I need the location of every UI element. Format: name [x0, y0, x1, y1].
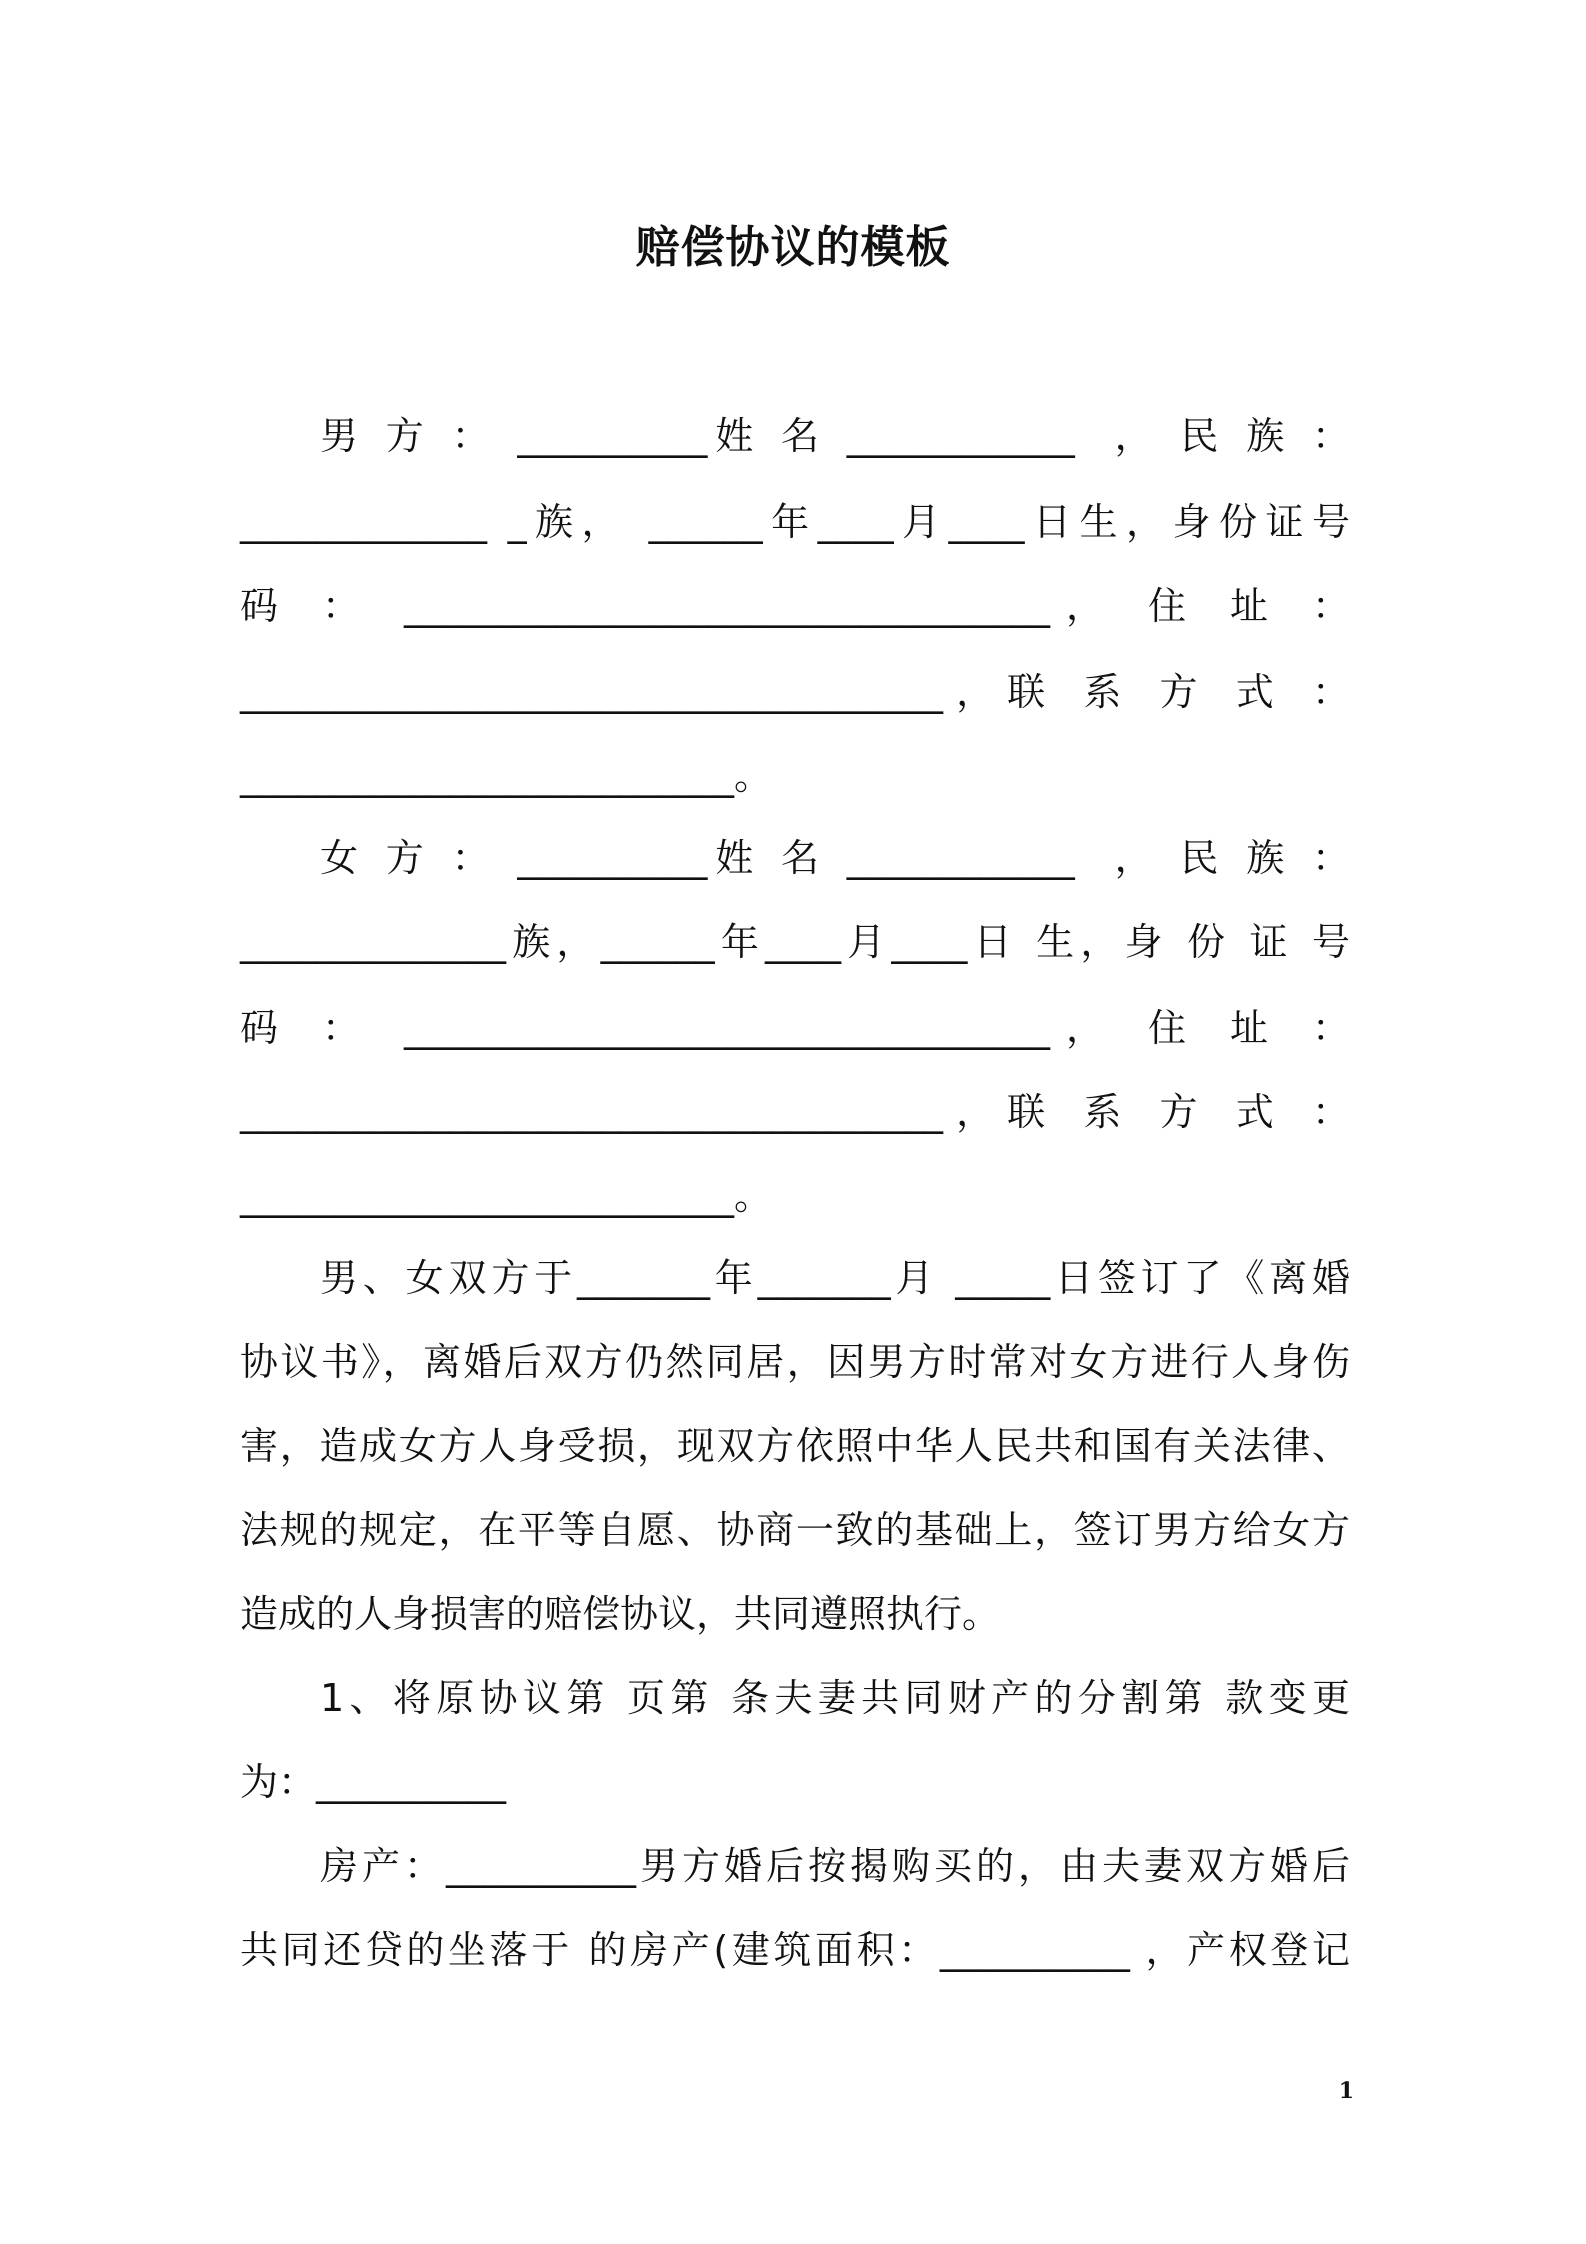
female-party-line-5: __________________________。	[240, 1174, 773, 1218]
body-paragraph-line-4: 法规的规定，在平等自愿、协商一致的基础上，签订男方给女方	[240, 1508, 1350, 1552]
document-title: 赔偿协议的模板	[635, 222, 951, 273]
property-line-1: 房产：__________男方婚后按揭购买的，由夫妻双方婚后	[320, 1844, 1350, 1888]
male-party-line-5: __________________________。	[240, 754, 773, 798]
body-paragraph-line-2: 协议书》，离婚后双方仍然同居，因男方时常对女方进行人身伤	[240, 1340, 1350, 1384]
body-paragraph-line-3: 害，造成女方人身受损，现双方依照中华人民共和国有关法律、	[240, 1424, 1350, 1468]
female-party-line-1: 女 方 ： __________姓 名 ____________ ， 民 族 ：	[320, 836, 1350, 880]
clause-1-line-2: 为：__________	[240, 1760, 507, 1804]
page-number: 1	[1338, 2078, 1354, 2104]
female-party-line-2: ______________族，______年____月____日 生，身 份 证 号	[240, 920, 1350, 964]
male-party-line-1: 男 方 ： __________姓 名 ____________ ， 民 族 ：	[320, 414, 1350, 458]
female-party-line-4: _____________________________________，联 系 方 式 ：	[240, 1090, 1350, 1134]
clause-1-line-1: 1、将原协议第 页第 条夫妻共同财产的分割第 款变更	[320, 1676, 1350, 1720]
female-party-line-3: 码 ： __________________________________， 住 址 ：	[240, 1006, 1350, 1050]
body-paragraph-line-5: 造成的人身损害的赔偿协议，共同遵照执行。	[240, 1592, 1001, 1636]
male-party-line-2: _____________ _族， ______年____月____日生，身份证号	[240, 500, 1350, 544]
male-party-line-4: _____________________________________，联 系 方 式 ：	[240, 670, 1350, 714]
male-party-line-3: 码 ： __________________________________， 住 址 ：	[240, 584, 1350, 628]
body-paragraph-line-1: 男、女双方于_______年_______月 _____日签订了《离婚	[320, 1256, 1350, 1300]
property-line-2: 共同还贷的坐落于 的房产(建筑面积：__________ ，产权登记	[240, 1928, 1350, 1972]
